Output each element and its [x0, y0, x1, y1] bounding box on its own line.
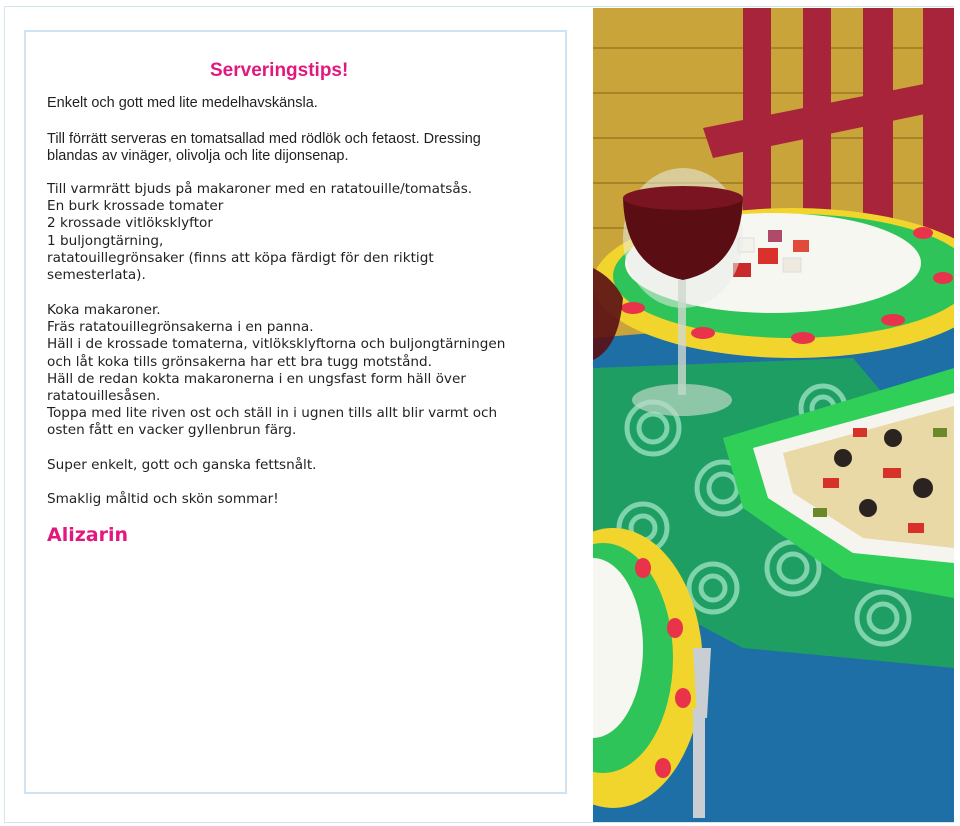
- closing-wish-text: Smaklig måltid och skön sommar!: [47, 491, 279, 507]
- main-course-paragraph: Till varmrätt bjuds på makaroner med en ratatouille/tomatsås. En burk krossade tomater 2 krossade vitlöksklyftor 1 buljongtärning, ratatouillegrönsaker (finns att köpa färdigt för den riktigt semesterlata).: [47, 181, 473, 284]
- intro-text: Enkelt och gott med lite medelhavskänsla.: [47, 95, 318, 111]
- page-title: Serveringstips!: [210, 60, 349, 81]
- starter-paragraph: Till förrätt serveras en tomatsallad med rödlök och fetaost. Dressing blandas av vinäger, olivolja och lite dijonsenap.: [47, 131, 481, 164]
- author-signature: Alizarin: [47, 524, 129, 546]
- summary-text: Super enkelt, gott och ganska fettsnålt.: [47, 457, 317, 473]
- method-paragraph: Koka makaroner. Fräs ratatouillegrönsakerna i en panna. Häll i de krossade tomaterna, vitlöksklyftorna och buljongtärningen och låt koka tills grönsakerna har ett bra tugg motstånd. Häll de redan kokta makaronerna i en ungsfast form häll över ratatouillesåsen. Toppa med lite riven ost och ställ in i ugnen tills allt blir varmt och osten fått en vacker gyllenbrun färg.: [47, 302, 506, 439]
- food-photo: [593, 8, 954, 822]
